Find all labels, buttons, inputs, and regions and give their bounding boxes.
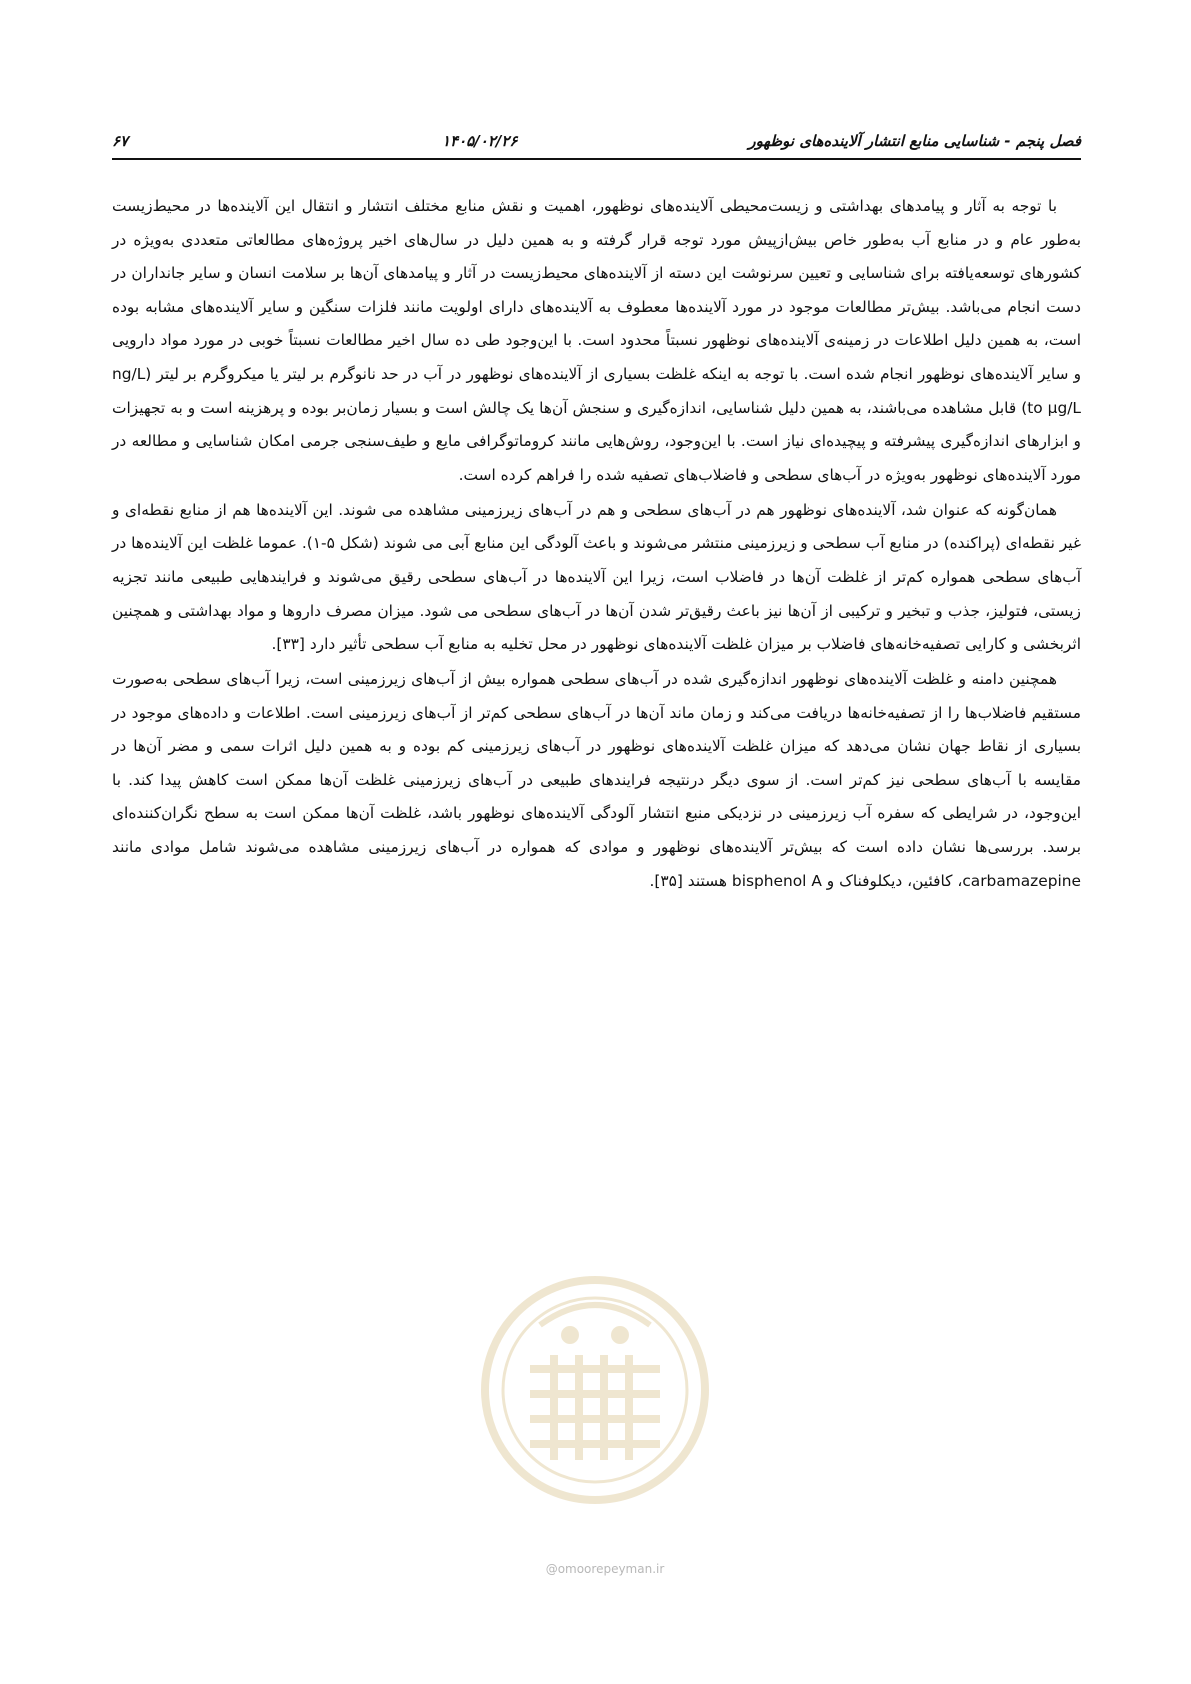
header-date: ۱۴۰۵/۰۲/۲۶ xyxy=(442,132,518,150)
page-number: ۶۷ xyxy=(112,132,129,150)
body-text xyxy=(112,190,1081,900)
watermark-site: @omoorepeyman.ir xyxy=(545,1562,665,1576)
watermark-logo-icon xyxy=(470,1265,720,1555)
paragraph: همان‌گونه که عنوان شد، آلاینده‌های نوظهور هم در آب‌های سطحی و هم در آب‌های زیرزمینی مشاهده می شوند. این آلاینده‌ها هم از منابع نقطه‌ای و غیر نقطه‌ای (پراکنده) در منابع آب سطحی و زیرزمینی منتشر می‌شوند و باعث آلودگی این منابع آبی می شوند (شکل ۵-۱). عموما غلظت این آلاینده‌ها در آب‌های سطحی همواره کم‌تر از غلظت آن‌ها در فاضلاب است، زیرا این آلاینده‌ها در آب‌های سطحی رقیق می‌شوند و فرایندهایی طبیعی مانند تجزیه زیستی، فتولیز، جذب و تبخیر و ترکیبی از آن‌ها نیز باعث رقیق‌تر شدن آن‌ها در آب‌های سطحی می شود. میزان مصرف داروها و مواد بهداشتی و همچنین اثربخشی و کارایی تصفیه‌خانه‌های فاضلاب بر میزان غلظت آلاینده‌های نوظهور در محل تخلیه به منابع آب سطحی تأثیر دارد [۳۳]. xyxy=(112,500,1081,654)
paragraph: با توجه به آثار و پیامدهای بهداشتی و زیست‌محیطی آلاینده‌های نوظهور، اهمیت و نقش منابع مختلف انتشار و انتقال این آلاینده‌ها در محیط‌زیست به‌طور عام و در منابع آب به‌طور خاص بیش‌ازپیش مورد توجه قرار گرفته و به همین دلیل در سال‌های اخیر پروژه‌های مطالعاتی متعددی به‌ویژه در کشورهای توسعه‌یافته برای شناسایی و تعیین سرنوشت این دسته از آلاینده‌های محیط‌زیست در آثار و پیامدهای آن‌ها بر سلامت انسان و سایر جانداران در دست انجام می‌باشد. بیش‌تر مطالعات موجود در مورد آلاینده‌ها معطوف به آلاینده‌های دارای اولویت مانند فلزات سنگین و سایر آلاینده‌های مشابه بوده است، به همین دلیل اطلاعات در زمینه‌ی آلاینده‌های نوظهور نسبتاً محدود است. با این‌وجود طی ده سال اخیر مطالعات نسبتاً خوبی در مورد مواد دارویی و سایر آلاینده‌های نوظهور انجام شده است. با توجه به اینکه غلظت بسیاری از آلاینده‌های نوظهور در آب در حد نانوگرم بر لیتر یا میکروگرم بر لیتر (ng/L to μg/L) قابل مشاهده می‌باشند، به همین دلیل شناسایی، اندازه‌گیری و سنجش آن‌ها یک چالش است و بسیار زمان‌بر بوده و پرهزینه است و به تجهیزات و ابزارهای اندازه‌گیری پیشرفته و پیچیده‌ای نیاز است. با این‌وجود، روش‌هایی مانند کروماتوگرافی مایع و طیف‌سنجی جرمی امکان شناسایی و مطالعه در مورد آلاینده‌های نوظهور به‌ویژه در آب‌های سطحی و فاضلاب‌های تصفیه شده را فراهم کرده است. xyxy=(112,197,1081,484)
chapter-title: فصل پنجم - شناسایی منابع انتشار آلاینده‌های نوظهور xyxy=(748,132,1081,150)
running-header xyxy=(112,130,1081,160)
paragraph: همچنین دامنه و غلظت آلاینده‌های نوظهور اندازه‌گیری شده در آب‌های سطحی همواره بیش از آب‌های زیرزمینی است، زیرا آب‌های سطحی به‌صورت مستقیم فاضلاب‌ها را از تصفیه‌خانه‌ها دریافت می‌کند و زمان ماند آن‌ها در آب‌های سطحی کم‌تر از آب‌های زیرزمینی است. اطلاعات و داده‌های موجود در بسیاری از نقاط جهان نشان می‌دهد که میزان غلظت آلاینده‌های نوظهور در آب‌های زیرزمینی کم بوده و به همین دلیل اثرات سمی و مضر آن‌ها در مقایسه با آب‌های سطحی نیز کم‌تر است. از سوی دیگر درنتیجه فرایندهای طبیعی در آب‌های زیرزمینی غلظت آن‌ها ممکن است کاهش پیدا کند. با این‌وجود، در شرایطی که سفره آب زیرزمینی در نزدیکی منبع انتشار آلودگی آلاینده‌های نوظهور باشد، غلظت آن‌ها ممکن است به سطح نگران‌کننده‌ای برسد. بررسی‌ها نشان داده است که بیش‌تر آلاینده‌های نوظهور و موادی که همواره در آب‌های زیرزمینی مشاهده می‌شوند شامل موادی مانند carbamazepine، کافئین، دیکلوفناک و bisphenol A هستند [۳۵]. xyxy=(112,670,1081,890)
